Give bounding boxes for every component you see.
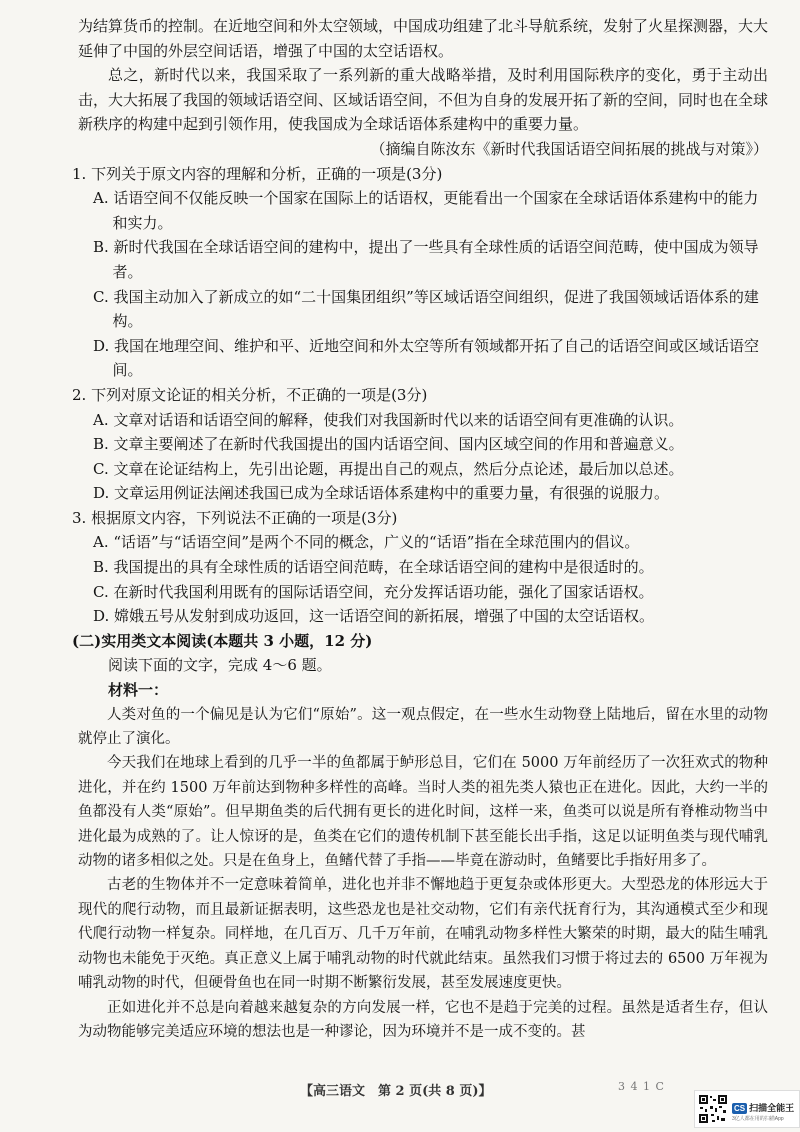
material-one (78, 703, 768, 1045)
section-instruction: 阅读下面的文字，完成 4～6 题。 (108, 656, 332, 675)
option-d: D. 我国在地理空间、维护和平、近地空间和外太空等所有领域都开拓了自己的话语空间或区域话语空间。 (93, 336, 760, 380)
qr-code-icon (698, 1094, 728, 1124)
passage-paragraph: 总之，新时代以来，我国采取了一系列新的重大战略举措，及时利用国际秩序的变化，勇于主动出击，大大拓展了我国的领域话语空间、区域话语空间，不但为自身的发展开拓了新的空间，同时也在全球新秩序的构建中起到引领作用，使我国成为全球话语体系建构中的重要力量。 (78, 66, 769, 134)
scanner-subtitle: 3亿人都在用的扫描App (732, 1116, 784, 1122)
question-stem: 1. 下列关于原文内容的理解和分析，正确的一项是(3分) (72, 164, 443, 183)
question-1 (72, 162, 768, 383)
option-a: A. “话语”与“话语空间”是两个不同的概念，广义的“话语”指在全球范围内的倡议。 (93, 533, 640, 552)
option-b: B. 新时代我国在全球话语空间的建构中，提出了一些具有全球性质的话语空间范畴，使中国成为领导者。 (93, 238, 759, 281)
question-3 (72, 506, 768, 629)
scanner-app-name: 扫描全能王 (749, 1103, 795, 1113)
option-a: A. 文章对话语和话语空间的解释，使我们对我国新时代以来的话语空间有更准确的认识。 (93, 410, 684, 429)
option-b: B. 文章主要阐述了在新时代我国提出的国内话语空间、国内区域空间的作用和普遍意义。 (93, 435, 684, 454)
exam-code: 3 4 1 C (618, 1080, 665, 1093)
option-c: C. 我国主动加入了新成立的如“二十国集团组织”等区域话语空间组织，促进了我国领域话语体系的建构。 (93, 287, 759, 331)
scanner-watermark (694, 1090, 800, 1128)
passage-source: （摘编自陈汝东《新时代我国话语空间拓展的挑战与对策》） (370, 139, 768, 158)
question-stem: 2. 下列对原文论证的相关分析，不正确的一项是(3分) (72, 385, 428, 404)
passage-paragraph: 为结算货币的控制。在近地空间和外太空领域，中国成功组建了北斗导航系统，发射了火星探测器，大大延伸了中国的外层空间话语，增强了中国的太空话语权。 (78, 17, 769, 60)
material-paragraph: 今天我们在地球上看到的几乎一半的鱼都属于鲈形总目，它们在 5000 万年前经历了一次狂欢式的物种进化，并在约 1500 万年前达到物种多样性的高峰。当时人类的祖先类人猿也正在进化。因此，大约一半的鱼都没有人类“原始”。但早期鱼类的后代拥有更长的进化时间，这样一来，鱼类可以说是所有脊椎动物当中进化最为成熟的了。让人惊讶的是，鱼类在它们的遗传机制下甚至能长出手指，这足以证明鱼类与现代哺乳动物的诸多相似之处。只是在鱼身上，鱼鳍代替了手指——毕竟在游动时，鱼鳍要比手指好用多了。 (78, 755, 768, 870)
question-2 (72, 383, 768, 506)
material-paragraph: 人类对鱼的一个偏见是认为它们“原始”。这一观点假定，在一些水生动物登上陆地后，留在水里的动物就停止了演化。 (78, 706, 768, 748)
option-a: A. 话语空间不仅能反映一个国家在国际上的话语权，更能看出一个国家在全球话语体系建构中的能力和实力。 (93, 189, 759, 232)
exam-page (72, 14, 769, 1044)
material-label: 材料一： (108, 681, 169, 700)
cs-logo: CS (734, 1104, 746, 1113)
option-b: B. 我国提出的具有全球性质的话语空间范畴，在全球话语空间的建构中是很适时的。 (93, 558, 654, 577)
option-d: D. 文章运用例证法阐述我国已成为全球话语体系建构中的重要力量，有很强的说服力。 (93, 484, 670, 503)
section-heading: (二)实用类文本阅读(本题共 3 小题，12 分) (72, 631, 373, 650)
question-stem: 3. 根据原文内容，下列说法不正确的一项是(3分) (72, 508, 398, 527)
page-footer: 【高三语文 第 2 页(共 8 页)】 (300, 1084, 492, 1099)
material-paragraph: 古老的生物体并不一定意味着简单，进化也并非不懈地趋于更复杂或体形更大。大型恐龙的体形远大于现代的爬行动物，而且最新证据表明，这些恐龙也是社交动物，它们有亲代抚育行为，其沟通模式至少和现代爬行动物一样复杂。同样地，在几百万、几千万年前，在哺乳动物多样性大繁荣的时期，最大的陆生哺乳动物也未能免于灭绝。真正意义上属于哺乳动物的时代就此结束。虽然我们习惯于将过去的 6500 万年视为哺乳动物的时代，但硬骨鱼也在同一时期不断繁衍发展，甚至发展速度更快。 (78, 877, 768, 992)
option-c: C. 在新时代我国利用既有的国际话语空间，充分发挥话语功能，强化了国家话语权。 (93, 582, 654, 601)
option-c: C. 文章在论证结构上，先引出论题，再提出自己的观点，然后分点论述，最后加以总述。 (93, 459, 684, 478)
material-paragraph: 正如进化并不总是向着越来越复杂的方向发展一样，它也不是趋于完美的过程。虽然是适者生存，但认为动物能够完美适应环境的想法也是一种谬论，因为环境并不是一成不变的。甚 (78, 999, 768, 1040)
scanner-brand (732, 1096, 794, 1122)
option-d: D. 嫦娥五号从发射到成功返回，这一话语空间的新拓展，增强了中国的太空话语权。 (93, 607, 655, 626)
